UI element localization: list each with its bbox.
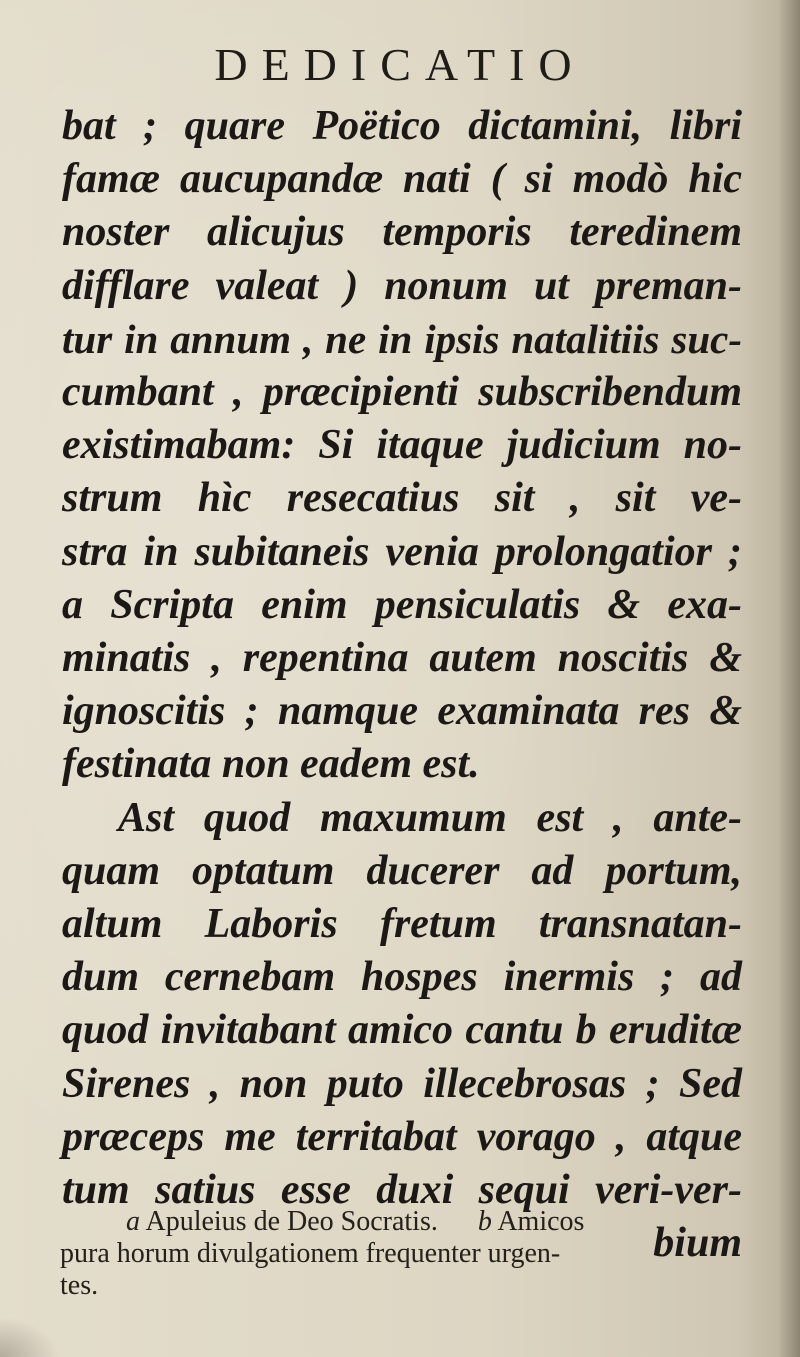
body-text — [62, 100, 742, 1270]
running-head: DEDICATIO — [214, 39, 586, 90]
text-line: cumbant , præcipienti subscribendum — [62, 369, 742, 416]
text-line: bat ; quare Poëtico dictamini, libri — [62, 103, 742, 149]
text-line: altum Laboris fretum transnatan- — [62, 901, 742, 948]
page-gutter-shadow — [778, 0, 800, 1357]
text-line: tum satius esse duxi sequi veri-ver- — [62, 1167, 742, 1214]
text-line: Ast quod maxumum est , ante- — [118, 794, 742, 841]
footnote-line — [60, 1206, 740, 1238]
text-line: Sirenes , non puto illecebrosas ; Sed — [62, 1060, 742, 1107]
footnote-a-text: Apuleius de Deo Socratis. — [145, 1206, 438, 1237]
text-line: stra in subitaneis venia prolongatior ; — [62, 528, 742, 575]
text-line: præceps me territabat vorago , atque — [62, 1113, 742, 1160]
text-line: a Scripta enim pensiculatis & exa- — [62, 581, 742, 628]
text-line: minatis , repentina autem noscitis & — [62, 635, 742, 682]
text-line: ignoscitis ; namque examinata res & — [62, 688, 742, 735]
paper-stain — [0, 1317, 60, 1357]
text-line: quam optatum ducerer ad portum, — [62, 847, 742, 894]
footnote-line: tes. — [60, 1270, 99, 1301]
text-line: difflare valeat ) nonum ut preman- — [62, 262, 742, 309]
text-line: tur in annum , ne in ipsis natalitiis suc- — [62, 315, 742, 362]
footnote-mark-a: a — [126, 1206, 140, 1237]
text-line: festinata non eadem est. — [62, 741, 480, 788]
text-line: famæ aucupandæ nati ( si modò hic — [62, 156, 742, 203]
text-line: strum hìc resecatius sit , sit ve- — [62, 475, 742, 522]
catchword: bium — [653, 1220, 742, 1267]
text-line: dum cernebam hospes inermis ; ad — [62, 954, 742, 1001]
footnotes — [60, 1206, 740, 1302]
footnote-b-text: Amicos — [497, 1206, 585, 1237]
footnote-mark-b: b — [477, 1206, 492, 1237]
footnote-line: pura horum divulgationem frequenter urgen- — [60, 1238, 561, 1269]
text-line: noster alicujus temporis teredinem — [62, 209, 742, 256]
text-line: quod invitabant amico cantu b eruditæ — [62, 1007, 742, 1054]
text-line: existimabam: Si itaque judicium no- — [62, 422, 742, 469]
